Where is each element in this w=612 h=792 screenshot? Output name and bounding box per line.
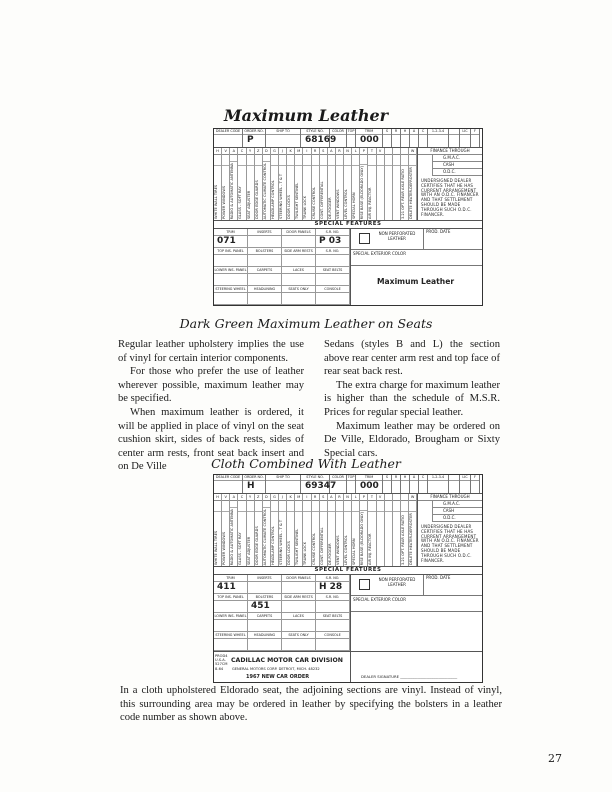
option-column: M TWILIGHT SENTINEL <box>295 148 303 220</box>
option-column: L SPECIAL HORN <box>352 148 360 220</box>
option-column: Z DOOR EDGE GUARDS <box>255 494 263 566</box>
option-column <box>393 494 401 566</box>
option-column: J STEERING WHEEL - T & T <box>279 148 287 220</box>
value-row <box>214 255 350 267</box>
paragraph: Sedans (styles B and L) the section above rear center arm rest and top face of rear seat back rest. <box>324 339 500 378</box>
header-cell: R <box>392 475 401 493</box>
option-columns <box>214 494 418 566</box>
special-features-heading: SPECIAL FEATURES <box>214 567 482 575</box>
option-column: C GLASS - SOFT RAY <box>238 148 246 220</box>
maximum-leather-note: Maximum Leather <box>377 277 455 286</box>
option-column: D AUTOMATIC CLIMATE CONTROL <box>263 148 271 220</box>
option-column: A DE-FOGGER <box>328 494 336 566</box>
option-column: R CRUISE CONTROL <box>312 494 320 566</box>
paragraph: Regular leather upholstery implies the use of vinyl for certain interior components. <box>118 339 304 364</box>
option-column: R VENT WINDOWS <box>336 494 344 566</box>
header-cell: COLOR <box>330 129 347 147</box>
option-column: N LEVEL CONTROL <box>344 494 352 566</box>
trim-table <box>214 575 351 651</box>
dealer-certification: UNDERSIGNED DEALER CERTIFIES THAT HE HAS CURRENT ARRANGEMENT WITH AN O.D.C. FINANCER AND THAT SETTLEMENT SHOULD BE MADE THROUGH SUCH O.D.C. FINANCER. <box>421 524 479 563</box>
finance-option: G.M.A.C. <box>432 501 482 508</box>
option-column: G HEADLAMP CONTROL <box>271 494 279 566</box>
option-column: T AIR INJ. REACTOR <box>368 494 376 566</box>
option-column: H WHITE WALL TIRES <box>214 148 222 220</box>
header-cell: TRIM 000 <box>356 129 383 147</box>
finance-option: O.D.C. <box>432 515 482 522</box>
finance-option: CASH <box>432 162 482 169</box>
option-column: V <box>377 148 385 220</box>
option-column: A RADIO & AUTOMATIC ANTENNA <box>230 148 238 220</box>
label-row: TOP INS. PANEL BOLSTERS SIDE ARM RESTS S.R. NO. <box>214 248 350 255</box>
header-cell: STYLE NO. 68169 <box>301 129 330 147</box>
header-cell: DEALER CODE <box>214 475 243 493</box>
header-cell: SHIP TO <box>266 129 301 147</box>
right-column-text <box>324 338 500 460</box>
option-column: L SPECIAL HORN <box>352 494 360 566</box>
finance-option: O.D.C. <box>432 169 482 176</box>
paragraph: When maximum leather is ordered, it will be applied in place of vinyl on the seat cushion skirt, sides of back rests, sides of center arm rests, front seat back insert and on De Ville <box>118 406 304 473</box>
header-cell: COLOR <box>330 475 347 493</box>
option-column: W DELETE HEATER-DEFROSTER <box>409 494 417 566</box>
option-column: A RADIO & AUTOMATIC ANTENNA <box>230 494 238 566</box>
header-cell: H <box>401 129 410 147</box>
trim-table <box>214 229 351 305</box>
header-cell <box>449 475 460 493</box>
paragraph: Maximum leather may be ordered on De Ville, Eldorado, Brougham or Sixty Special cars. <box>324 420 500 459</box>
finance-box: FINANCE THROUGH G.M.A.C. CASH O.D.C. UNDERSIGNED DEALER CERTIFIES THAT HE HAS CURRENT ARRANGEMENT WITH AN O.D.C. FINANCER AND THAT SETTLEMENT SHOULD BE MADE THROUGH SUCH O.D.C. FINANCER. <box>418 494 482 566</box>
option-column: K DOOR LOCKS <box>287 494 295 566</box>
non-perforated-checkbox[interactable] <box>359 579 370 590</box>
non-perforated-checkbox[interactable] <box>359 233 370 244</box>
header-cell: 1-2-3-4 <box>428 129 449 147</box>
header-cell: A <box>410 129 419 147</box>
header-cell: C <box>419 475 428 493</box>
header-cell: STYLE NO. 69347 <box>301 475 330 493</box>
header-cell: A <box>410 475 419 493</box>
option-column: R CRUISE CONTROL <box>312 148 320 220</box>
option-column: D AUTOMATIC CLIMATE CONTROL <box>263 494 271 566</box>
header-cell: ORDER NO. H <box>243 475 266 493</box>
header-cell: LIC <box>460 475 471 493</box>
header-cell: C <box>419 129 428 147</box>
special-features-heading: SPECIAL FEATURES <box>214 221 482 229</box>
order-form-cloth-leather: DEALER CODE ORDER NO. H SHIP TO STYLE NO. 69347 COLOR TOP TRIM 000 S R H A C 1-2-3-4 LIC F H WHITE WALL TIRES V POWER WINDOWS A RADIO & AUTOMATIC ANTENNA C GLASS - SOFT RAY Y SEAT ADJUSTER Z DOOR EDGE GUARDS D AUTOMATIC CLIMATE CONTROL G HEADLAMP CONTROL J STEERING WHEEL - T & T K DOOR LOCKS M TWILIGHT SENTINEL I TRUNK LOCK R CRUISE CONTROL S CONT. DIFFERENTIAL A DE-FOGGER R VENT WINDOWS N LEVEL CONTROL L SPECIAL HORN P RISE BASE (ELDORADO ONLY) T AIR INJ. REACTOR V 3.21 OPT. REAR AXLE RATIO W DELETE HEATER-DEFROSTER FINANCE THROUGH G.M.A.C. CASH O.D.C. UNDERSIGNED DEALER CERTIFIES THAT HE HAS CURRENT ARRANGEMENT WITH AN O.D.C. FINANCER AND THAT SETTLEMENT SHOULD BE MADE THROUGH SUCH O.D.C. FINANCER. SPECIAL FEATURES TRIM INSERTS DOOR PANELS S.R. NO. 411 H 28 TOP INS. PANEL BOLSTERS SIDE ARM RESTS S.R. NO. 451 LOWER INS. PANEL CARPETS LACES SEAT BELTS STEERING WHEEL HEADLINING SEATS ONLY CONSOLE NON PERFORATED LEATHER PROD. DATE SPECIAL EXTERIOR COLOR PROD4 U.S.A. 527CM 8-64 CADILLAC MOTOR CAR DIVISION GENERAL MOTORS CORP. DETROIT, MICH. 48232 1967 NEW CAR ORDER DEALER SIGNATURE ______________________________ <box>213 474 483 683</box>
label-row: LOWER INS. PANEL CARPETS LACES SEAT BELTS <box>214 267 350 274</box>
header-cell: TRIM 000 <box>356 475 383 493</box>
option-column: P RISE BASE (ELDORADO ONLY) <box>360 494 368 566</box>
form-header <box>214 129 482 148</box>
page-number: 27 <box>548 752 562 765</box>
value-row <box>214 620 350 632</box>
header-cell <box>449 129 460 147</box>
option-column <box>393 148 401 220</box>
order-form-maximum-leather: DEALER CODE ORDER NO. P SHIP TO STYLE NO. 68169 COLOR TOP TRIM 000 S R H A C 1-2-3-4 LIC F H WHITE WALL TIRES V POWER WINDOWS A RADIO & AUTOMATIC ANTENNA C GLASS - SOFT RAY Y SEAT ADJUSTER Z DOOR EDGE GUARDS D AUTOMATIC CLIMATE CONTROL G HEADLAMP CONTROL J STEERING WHEEL - T & T K DOOR LOCKS M TWILIGHT SENTINEL I TRUNK LOCK R CRUISE CONTROL S CONT. DIFFERENTIAL A DE-FOGGER R VENT WINDOWS N LEVEL CONTROL L SPECIAL HORN P RISE BASE (ELDORADO ONLY) T AIR INJ. REACTOR V 3.21 OPT. REAR AXLE RATIO W DELETE HEATER-DEFROSTER FINANCE THROUGH G.M.A.C. CASH O.D.C. UNDERSIGNED DEALER CERTIFIES THAT HE HAS CURRENT ARRANGEMENT WITH AN O.D.C. FINANCER AND THAT SETTLEMENT SHOULD BE MADE THROUGH SUCH O.D.C. FINANCER. SPECIAL FEATURES TRIM INSERTS DOOR PANELS S.R. NO. 071 P 03 TOP INS. PANEL BOLSTERS SIDE ARM RESTS S.R. NO. LOWER INS. PANEL CARPETS LACES SEAT BELTS STEERING WHEEL HEADLINING SEATS ONLY CONSOLE NON PERFORATED LEATHER PROD. DATE SPECIAL EXTERIOR COLOR Maximum Leather <box>213 128 483 306</box>
option-column: S CONT. DIFFERENTIAL <box>320 148 328 220</box>
option-column: N LEVEL CONTROL <box>344 148 352 220</box>
option-column: V POWER WINDOWS <box>222 148 230 220</box>
finance-box: FINANCE THROUGH G.M.A.C. CASH O.D.C. UNDERSIGNED DEALER CERTIFIES THAT HE HAS CURRENT ARRANGEMENT WITH AN O.D.C. FINANCER AND THAT SETTLEMENT SHOULD BE MADE THROUGH SUCH O.D.C. FINANCER. <box>418 148 482 220</box>
header-cell: F <box>471 129 480 147</box>
value-row: 411 H 28 <box>214 582 350 594</box>
value-row: 071 P 03 <box>214 236 350 248</box>
option-column: W DELETE HEATER-DEFROSTER <box>409 148 417 220</box>
label-row: TRIM INSERTS DOOR PANELS S.R. NO. <box>214 229 350 236</box>
value-row <box>214 274 350 286</box>
option-column: V POWER WINDOWS <box>222 494 230 566</box>
option-column: P RISE BASE (ELDORADO ONLY) <box>360 148 368 220</box>
header-cell: ORDER NO. P <box>243 129 266 147</box>
option-columns <box>214 148 418 220</box>
caption-dark-green: Dark Green Maximum Leather on Seats <box>179 316 433 331</box>
paragraph: For those who prefer the use of leather wherever possible, maximum leather may be specified. <box>118 366 304 405</box>
option-column <box>385 148 393 220</box>
label-row: TOP INS. PANEL BOLSTERS SIDE ARM RESTS S.R. NO. <box>214 594 350 601</box>
value-row <box>214 293 350 305</box>
option-column: H WHITE WALL TIRES <box>214 494 222 566</box>
option-column: I TRUNK LOCK <box>303 148 311 220</box>
option-column: 3.21 OPT. REAR AXLE RATIO <box>401 148 409 220</box>
header-cell: TOP <box>347 129 356 147</box>
form-header <box>214 475 482 494</box>
option-column <box>385 494 393 566</box>
option-column: A DE-FOGGER <box>328 148 336 220</box>
option-column: Y SEAT ADJUSTER <box>247 148 255 220</box>
header-cell: LIC <box>460 129 471 147</box>
label-row: LOWER INS. PANEL CARPETS LACES SEAT BELTS <box>214 613 350 620</box>
dealer-signature-line[interactable]: DEALER SIGNATURE ______________________________ <box>361 674 458 679</box>
header-cell: SHIP TO <box>266 475 301 493</box>
value-row <box>214 639 350 651</box>
header-cell: S <box>383 475 392 493</box>
finance-option: G.M.A.C. <box>432 155 482 162</box>
dealer-certification: UNDERSIGNED DEALER CERTIFIES THAT HE HAS CURRENT ARRANGEMENT WITH AN O.D.C. FINANCER AND THAT SETTLEMENT SHOULD BE MADE THROUGH SUCH O.D.C. FINANCER. <box>421 178 479 217</box>
header-cell: R <box>392 129 401 147</box>
option-column: Z DOOR EDGE GUARDS <box>255 148 263 220</box>
option-column: M TWILIGHT SENTINEL <box>295 494 303 566</box>
option-column: G HEADLAMP CONTROL <box>271 148 279 220</box>
option-column: Y SEAT ADJUSTER <box>247 494 255 566</box>
form-footer: PROD4 U.S.A. 527CM 8-64 CADILLAC MOTOR CAR DIVISION GENERAL MOTORS CORP. DETROIT, MICH. 48232 1967 NEW CAR ORDER DEALER SIGNATURE ______________________________ <box>214 651 482 682</box>
header-cell: S <box>383 129 392 147</box>
option-column: I TRUNK LOCK <box>303 494 311 566</box>
label-row: TRIM INSERTS DOOR PANELS S.R. NO. <box>214 575 350 582</box>
option-column: V <box>377 494 385 566</box>
option-column: S CONT. DIFFERENTIAL <box>320 494 328 566</box>
header-cell: DEALER CODE <box>214 129 243 147</box>
header-cell: 1-2-3-4 <box>428 475 449 493</box>
value-row: 451 <box>214 601 350 613</box>
label-row: STEERING WHEEL HEADLINING SEATS ONLY CONSOLE <box>214 632 350 639</box>
option-column: R VENT WINDOWS <box>336 148 344 220</box>
label-row: STEERING WHEEL HEADLINING SEATS ONLY CONSOLE <box>214 286 350 293</box>
option-column: C GLASS - SOFT RAY <box>238 494 246 566</box>
paragraph: The extra charge for maximum leather is higher than the schedule of M.S.R. Prices for regular special leather. <box>324 379 500 418</box>
header-cell: H <box>401 475 410 493</box>
option-column: 3.21 OPT. REAR AXLE RATIO <box>401 494 409 566</box>
header-cell: F <box>471 475 480 493</box>
title-cloth-combined: Cloth Combined With Leather <box>211 456 401 471</box>
title-maximum-leather: Maximum Leather <box>223 106 389 125</box>
option-column: K DOOR LOCKS <box>287 148 295 220</box>
bottom-paragraph: In a cloth upholstered Eldorado seat, the adjoining sections are vinyl. Instead of vinyl, this surrounding area may be ordered in leather by specifying the bolsters in a leather code number as shown above. <box>120 685 502 724</box>
header-cell: TOP <box>347 475 356 493</box>
left-column-text <box>118 338 304 474</box>
finance-option: CASH <box>432 508 482 515</box>
option-column: T AIR INJ. REACTOR <box>368 148 376 220</box>
option-column: J STEERING WHEEL - T & T <box>279 494 287 566</box>
